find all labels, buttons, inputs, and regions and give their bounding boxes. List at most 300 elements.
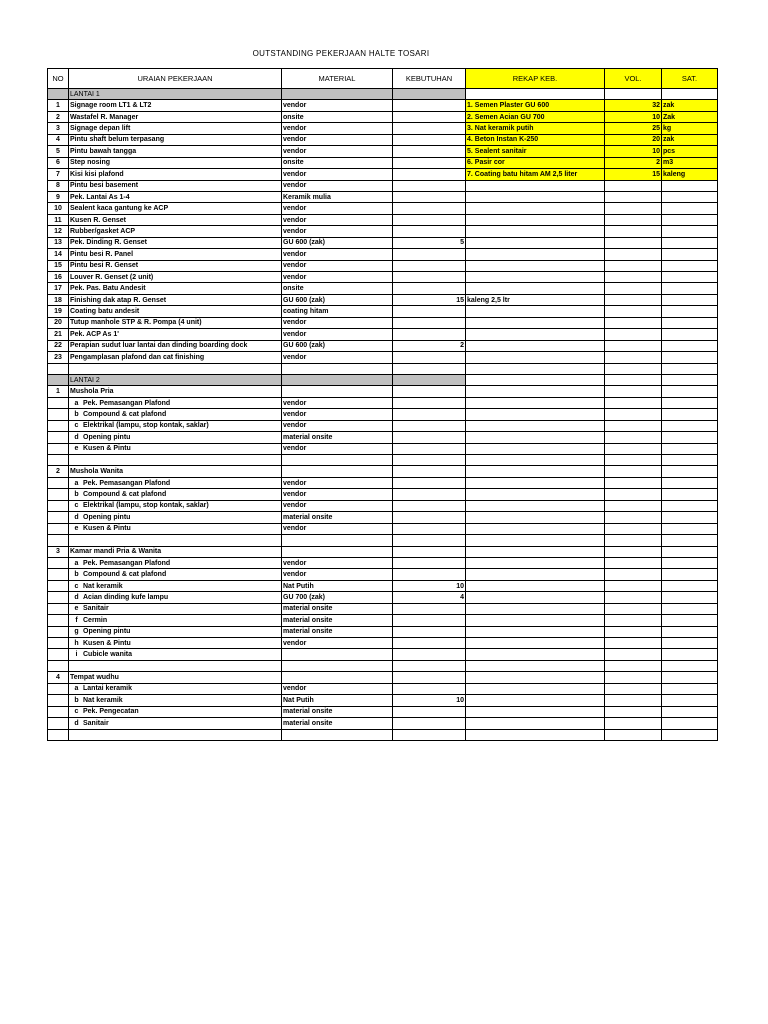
- row-desc: Pek. Dinding R. Genset: [69, 237, 282, 248]
- table-row: [48, 203, 718, 214]
- table-row: [48, 386, 718, 397]
- row-rekap: [466, 638, 605, 649]
- row-material: material onsite: [282, 603, 393, 614]
- row-vol: [605, 352, 662, 363]
- row-kebutuhan: [393, 729, 466, 740]
- row-vol: [605, 340, 662, 351]
- section-title: LANTAI 1: [69, 89, 282, 100]
- row-no: [48, 626, 69, 637]
- row-letter: c: [74, 422, 79, 430]
- row-no: [48, 477, 69, 488]
- table-row: [48, 626, 718, 637]
- table-row: [48, 283, 718, 294]
- section-title: LANTAI 2: [69, 374, 282, 385]
- row-vol: [605, 683, 662, 694]
- row-material: material onsite: [282, 626, 393, 637]
- row-kebutuhan: [393, 535, 466, 546]
- table-row: [48, 272, 718, 283]
- row-sat: [662, 603, 718, 614]
- row-no: 1: [48, 386, 69, 397]
- row-rekap: [466, 695, 605, 706]
- row-desc-text: Elektrikal (lampu, stop kontak, saklar): [83, 502, 209, 510]
- table-row: [48, 329, 718, 340]
- row-sat: [662, 352, 718, 363]
- blank-row: [48, 535, 718, 546]
- row-desc: Mushola Wanita: [69, 466, 282, 477]
- table-row: [48, 249, 718, 260]
- row-no: [48, 649, 69, 660]
- row-kebutuhan: [393, 420, 466, 431]
- row-vol: [605, 214, 662, 225]
- row-material: material onsite: [282, 706, 393, 717]
- row-no: 16: [48, 272, 69, 283]
- row-material: vendor: [282, 249, 393, 260]
- row-material: vendor: [282, 214, 393, 225]
- row-kebutuhan: [393, 443, 466, 454]
- row-sat: [662, 203, 718, 214]
- row-rekap: [466, 352, 605, 363]
- row-material: coating hitam: [282, 306, 393, 317]
- row-desc: [69, 500, 282, 511]
- row-rekap: [466, 455, 605, 466]
- row-material: GU 600 (zak): [282, 237, 393, 248]
- table-row: [48, 123, 718, 134]
- row-no: 2: [48, 466, 69, 477]
- table-row: [48, 489, 718, 500]
- row-no: [48, 729, 69, 740]
- row-desc: Kisi kisi plafond: [69, 169, 282, 180]
- table-row: [48, 409, 718, 420]
- table-row: [48, 695, 718, 706]
- row-material: vendor: [282, 352, 393, 363]
- row-no: 15: [48, 260, 69, 271]
- row-kebutuhan: [393, 123, 466, 134]
- row-letter: h: [74, 639, 79, 647]
- row-sat: [662, 329, 718, 340]
- row-rekap: [466, 214, 605, 225]
- row-vol: [605, 191, 662, 202]
- row-desc-text: Nat keramik: [83, 582, 123, 590]
- row-rekap: [466, 672, 605, 683]
- table-row: [48, 306, 718, 317]
- row-kebutuhan: [393, 352, 466, 363]
- row-desc-text: Nat keramik: [83, 696, 123, 704]
- row-rekap: [466, 329, 605, 340]
- row-desc: [69, 569, 282, 580]
- header-kebutuhan: KEBUTUHAN: [393, 69, 466, 89]
- row-vol: [605, 615, 662, 626]
- row-kebutuhan: [393, 283, 466, 294]
- row-material: vendor: [282, 123, 393, 134]
- row-sat: [662, 432, 718, 443]
- row-desc-text: Pek. Pemasangan Plafond: [83, 479, 171, 487]
- row-vol: [605, 706, 662, 717]
- row-kebutuhan: [393, 706, 466, 717]
- row-desc: Rubber/gasket ACP: [69, 226, 282, 237]
- header-uraian: URAIAN PEKERJAAN: [69, 69, 282, 89]
- row-desc: [69, 535, 282, 546]
- row-desc: Pintu shaft belum terpasang: [69, 134, 282, 145]
- row-no: [48, 603, 69, 614]
- row-letter: a: [74, 479, 79, 487]
- table-row: [48, 580, 718, 591]
- row-sat: [662, 672, 718, 683]
- row-no: 20: [48, 317, 69, 328]
- row-kebutuhan: [393, 180, 466, 191]
- row-desc: Louver R. Genset (2 unit): [69, 272, 282, 283]
- row-vol: [605, 638, 662, 649]
- row-kebutuhan: [393, 489, 466, 500]
- table-row: [48, 523, 718, 534]
- row-material: [282, 363, 393, 374]
- row-material: vendor: [282, 203, 393, 214]
- row-no: [48, 660, 69, 671]
- row-desc: Kusen R. Genset: [69, 214, 282, 225]
- row-vol: 10: [605, 146, 662, 157]
- row-rekap: [466, 432, 605, 443]
- row-desc: [69, 695, 282, 706]
- table-row: [48, 340, 718, 351]
- row-vol: [605, 226, 662, 237]
- row-sat: zak: [662, 100, 718, 111]
- table-row: [48, 466, 718, 477]
- row-letter: f: [75, 616, 78, 624]
- row-no: 11: [48, 214, 69, 225]
- row-no: [48, 420, 69, 431]
- blank-row: [48, 455, 718, 466]
- blank-row: [48, 363, 718, 374]
- row-vol: [605, 557, 662, 568]
- row-kebutuhan: 10: [393, 695, 466, 706]
- row-material: Nat Putih: [282, 695, 393, 706]
- row-letter: b: [74, 571, 79, 579]
- row-sat: Zak: [662, 111, 718, 122]
- row-sat: [662, 695, 718, 706]
- row-no: 19: [48, 306, 69, 317]
- row-kebutuhan: [393, 89, 466, 100]
- table-row: [48, 146, 718, 157]
- row-material: vendor: [282, 557, 393, 568]
- table-row: [48, 512, 718, 523]
- row-no: 23: [48, 352, 69, 363]
- row-desc: Pintu besi R. Panel: [69, 249, 282, 260]
- row-vol: [605, 249, 662, 260]
- row-desc: [69, 603, 282, 614]
- row-sat: [662, 249, 718, 260]
- row-material: [282, 455, 393, 466]
- row-material: vendor: [282, 523, 393, 534]
- row-letter: b: [74, 696, 79, 704]
- row-rekap: [466, 535, 605, 546]
- row-no: 3: [48, 123, 69, 134]
- table-row: [48, 214, 718, 225]
- row-rekap: [466, 386, 605, 397]
- row-material: Keramik mulia: [282, 191, 393, 202]
- row-kebutuhan: [393, 363, 466, 374]
- row-no: 12: [48, 226, 69, 237]
- header-no: NO: [48, 69, 69, 89]
- row-sat: [662, 272, 718, 283]
- row-no: 18: [48, 294, 69, 305]
- row-rekap: [466, 649, 605, 660]
- row-material: vendor: [282, 397, 393, 408]
- row-no: [48, 706, 69, 717]
- row-vol: 10: [605, 111, 662, 122]
- row-rekap: [466, 546, 605, 557]
- row-rekap: [466, 466, 605, 477]
- row-vol: [605, 466, 662, 477]
- row-vol: [605, 306, 662, 317]
- table-row: [48, 500, 718, 511]
- row-desc: [69, 455, 282, 466]
- row-sat: [662, 660, 718, 671]
- row-rekap: [466, 660, 605, 671]
- row-no: 1: [48, 100, 69, 111]
- row-kebutuhan: [393, 546, 466, 557]
- row-sat: [662, 638, 718, 649]
- row-sat: [662, 535, 718, 546]
- row-no: 13: [48, 237, 69, 248]
- row-desc: [69, 626, 282, 637]
- row-no: [48, 638, 69, 649]
- row-rekap: [466, 729, 605, 740]
- row-letter: e: [74, 445, 79, 453]
- row-letter: d: [74, 513, 79, 521]
- row-vol: 32: [605, 100, 662, 111]
- row-rekap: [466, 615, 605, 626]
- row-vol: [605, 409, 662, 420]
- row-letter: b: [74, 410, 79, 418]
- row-kebutuhan: [393, 157, 466, 168]
- row-no: 22: [48, 340, 69, 351]
- row-letter: e: [74, 605, 79, 613]
- row-vol: [605, 649, 662, 660]
- table-row: [48, 100, 718, 111]
- table-row: [48, 557, 718, 568]
- row-sat: [662, 557, 718, 568]
- row-material: vendor: [282, 180, 393, 191]
- row-material: vendor: [282, 226, 393, 237]
- row-rekap: [466, 363, 605, 374]
- row-rekap: [466, 477, 605, 488]
- row-desc: [69, 649, 282, 660]
- row-desc: Pintu bawah tangga: [69, 146, 282, 157]
- row-desc: Pengamplasan plafond dan cat finishing: [69, 352, 282, 363]
- row-sat: kaleng: [662, 169, 718, 180]
- row-no: 2: [48, 111, 69, 122]
- row-kebutuhan: 15: [393, 294, 466, 305]
- row-desc: [69, 443, 282, 454]
- row-kebutuhan: [393, 432, 466, 443]
- table-row: [48, 432, 718, 443]
- row-kebutuhan: [393, 638, 466, 649]
- row-kebutuhan: [393, 260, 466, 271]
- row-kebutuhan: [393, 226, 466, 237]
- row-material: [282, 374, 393, 385]
- row-vol: 15: [605, 169, 662, 180]
- row-material: GU 600 (zak): [282, 294, 393, 305]
- row-letter: c: [74, 582, 79, 590]
- row-material: [282, 386, 393, 397]
- row-vol: [605, 626, 662, 637]
- row-desc-text: Elektrikal (lampu, stop kontak, saklar): [83, 422, 209, 430]
- row-desc-text: Opening pintu: [83, 433, 131, 441]
- row-vol: [605, 420, 662, 431]
- row-material: vendor: [282, 317, 393, 328]
- row-rekap: [466, 340, 605, 351]
- row-desc-text: Acian dinding kufe lampu: [83, 593, 169, 601]
- table-row: [48, 546, 718, 557]
- row-letter: e: [74, 525, 79, 533]
- row-material: vendor: [282, 420, 393, 431]
- row-no: [48, 409, 69, 420]
- row-desc: [69, 420, 282, 431]
- row-vol: [605, 718, 662, 729]
- row-rekap: [466, 626, 605, 637]
- row-desc: Mushola Pria: [69, 386, 282, 397]
- row-vol: [605, 455, 662, 466]
- row-material: vendor: [282, 169, 393, 180]
- row-desc-text: Cubicle wanita: [83, 651, 133, 659]
- row-sat: [662, 214, 718, 225]
- row-kebutuhan: [393, 523, 466, 534]
- row-material: [282, 89, 393, 100]
- row-desc: [69, 718, 282, 729]
- row-desc: [69, 397, 282, 408]
- row-vol: [605, 374, 662, 385]
- row-no: 9: [48, 191, 69, 202]
- row-material: [282, 466, 393, 477]
- row-desc: Signage room LT1 & LT2: [69, 100, 282, 111]
- row-sat: [662, 260, 718, 271]
- row-rekap: [466, 420, 605, 431]
- row-material: [282, 546, 393, 557]
- row-material: onsite: [282, 111, 393, 122]
- table-row: [48, 603, 718, 614]
- row-sat: [662, 340, 718, 351]
- row-desc: [69, 432, 282, 443]
- row-vol: [605, 363, 662, 374]
- row-kebutuhan: [393, 386, 466, 397]
- row-vol: [605, 386, 662, 397]
- row-vol: [605, 580, 662, 591]
- row-kebutuhan: [393, 100, 466, 111]
- row-letter: a: [74, 399, 79, 407]
- row-rekap: [466, 718, 605, 729]
- row-rekap: [466, 203, 605, 214]
- row-vol: [605, 729, 662, 740]
- row-desc: Finishing dak atap R. Genset: [69, 294, 282, 305]
- row-desc-text: Sanitair: [83, 605, 109, 613]
- row-rekap: 7. Coating batu hitam AM 2,5 liter: [466, 169, 605, 180]
- row-sat: [662, 729, 718, 740]
- row-rekap: [466, 523, 605, 534]
- row-vol: [605, 500, 662, 511]
- row-kebutuhan: [393, 626, 466, 637]
- row-desc: Signage depan lift: [69, 123, 282, 134]
- row-rekap: [466, 306, 605, 317]
- row-vol: [605, 603, 662, 614]
- row-kebutuhan: 5: [393, 237, 466, 248]
- row-desc: Perapian sudut luar lantai dan dinding boarding dock: [69, 340, 282, 351]
- row-rekap: [466, 317, 605, 328]
- row-sat: [662, 477, 718, 488]
- table-row: [48, 443, 718, 454]
- row-vol: [605, 317, 662, 328]
- row-no: 21: [48, 329, 69, 340]
- row-kebutuhan: 10: [393, 580, 466, 591]
- row-desc: Coating batu andesit: [69, 306, 282, 317]
- row-sat: [662, 649, 718, 660]
- row-no: [48, 718, 69, 729]
- table-row: [48, 157, 718, 168]
- row-rekap: [466, 260, 605, 271]
- document-title: OUTSTANDING PEKERJAAN HALTE TOSARI: [252, 49, 430, 58]
- row-desc-text: Kusen & Pintu: [83, 445, 131, 453]
- row-desc-text: Kusen & Pintu: [83, 525, 131, 533]
- row-letter: b: [74, 491, 79, 499]
- row-sat: [662, 226, 718, 237]
- row-material: material onsite: [282, 432, 393, 443]
- table-row: [48, 718, 718, 729]
- row-sat: m3: [662, 157, 718, 168]
- row-vol: [605, 489, 662, 500]
- row-material: vendor: [282, 638, 393, 649]
- row-no: 4: [48, 672, 69, 683]
- row-vol: [605, 260, 662, 271]
- row-kebutuhan: 4: [393, 592, 466, 603]
- row-rekap: [466, 226, 605, 237]
- row-no: [48, 695, 69, 706]
- row-material: vendor: [282, 500, 393, 511]
- row-vol: [605, 397, 662, 408]
- row-no: [48, 455, 69, 466]
- row-material: vendor: [282, 477, 393, 488]
- row-rekap: [466, 592, 605, 603]
- row-no: [48, 397, 69, 408]
- row-vol: [605, 443, 662, 454]
- table-row: [48, 569, 718, 580]
- blank-row: [48, 729, 718, 740]
- table-row: [48, 191, 718, 202]
- row-no: [48, 512, 69, 523]
- row-rekap: [466, 580, 605, 591]
- row-kebutuhan: [393, 134, 466, 145]
- row-letter: d: [74, 593, 79, 601]
- row-desc: [69, 523, 282, 534]
- row-sat: [662, 569, 718, 580]
- row-desc: Pek. Lantai As 1-4: [69, 191, 282, 202]
- row-sat: [662, 592, 718, 603]
- table-row: [48, 352, 718, 363]
- row-sat: [662, 580, 718, 591]
- row-desc-text: Compound & cat plafond: [83, 571, 167, 579]
- row-vol: [605, 329, 662, 340]
- row-no: [48, 535, 69, 546]
- row-desc-text: Compound & cat plafond: [83, 410, 167, 418]
- row-rekap: [466, 180, 605, 191]
- blank-row: [48, 660, 718, 671]
- row-desc: Pek. ACP As 1': [69, 329, 282, 340]
- row-kebutuhan: 2: [393, 340, 466, 351]
- table-row: [48, 683, 718, 694]
- row-material: GU 700 (zak): [282, 592, 393, 603]
- row-material: vendor: [282, 489, 393, 500]
- row-kebutuhan: [393, 603, 466, 614]
- table-row: [48, 592, 718, 603]
- row-kebutuhan: [393, 306, 466, 317]
- row-letter: a: [74, 559, 79, 567]
